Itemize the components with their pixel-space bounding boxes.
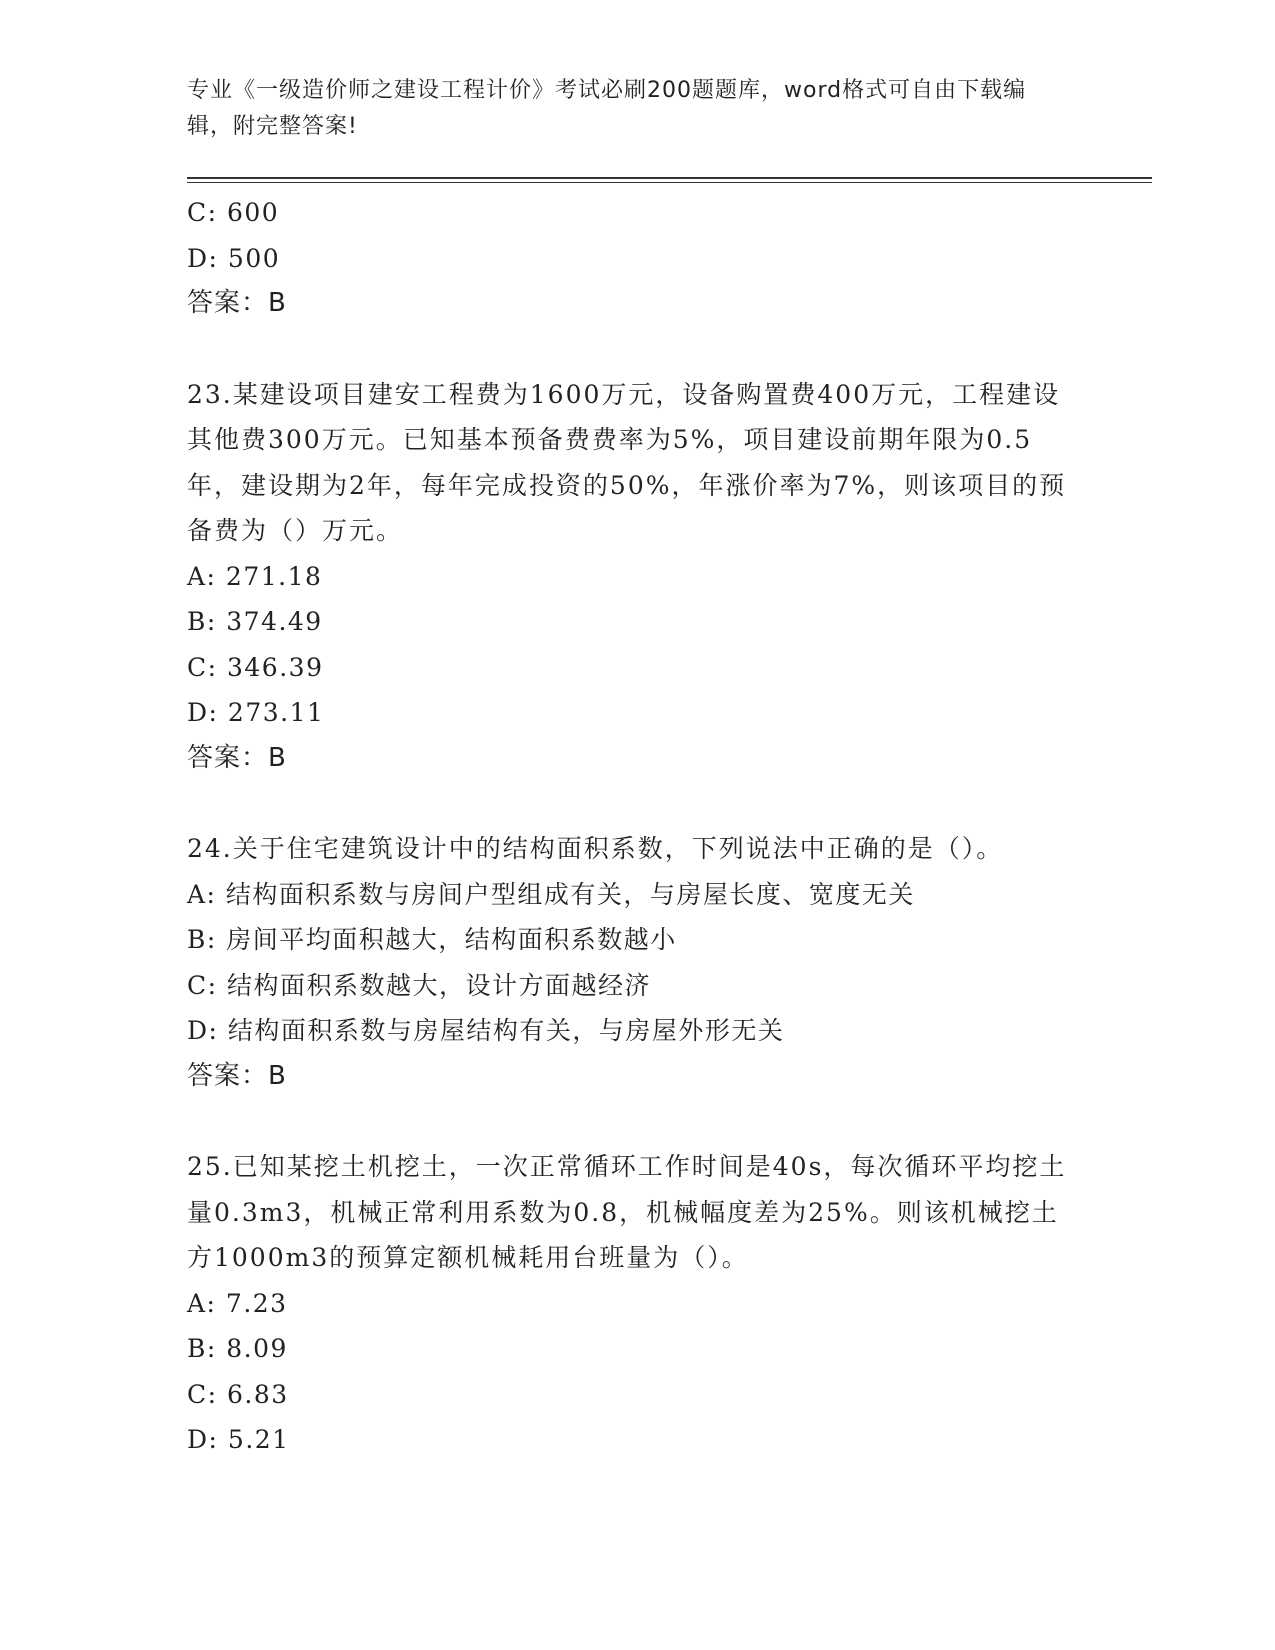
answer-line: 答案：B <box>187 742 287 773</box>
header-divider <box>187 177 1152 179</box>
option-b: B: 房间平均面积越大，结构面积系数越小 <box>187 925 677 954</box>
option-b: B: 8.09 <box>187 1334 288 1363</box>
question-22-tail <box>187 190 1067 327</box>
option-c: C: 结构面积系数越大，设计方面越经济 <box>187 970 651 1000</box>
option-a: A: 271.18 <box>187 561 323 591</box>
spacer <box>187 327 1067 372</box>
question-23 <box>187 372 1067 782</box>
option-d: D: 结构面积系数与房屋结构有关，与房屋外形无关 <box>187 1016 785 1045</box>
question-stem: 25.已知某挖土机挖土，一次正常循环工作时间是40s，每次循环平均挖土量0.3m3，机械正常利用系数为0.8，机械幅度差为25%。则该机械挖土方1000m3的预算定额机械耗用台班量为（）。 <box>187 1152 1067 1272</box>
question-content <box>187 190 1067 1463</box>
spacer <box>187 1099 1067 1144</box>
question-24 <box>187 826 1067 1099</box>
spacer <box>187 781 1067 826</box>
option-d: D: 5.21 <box>187 1425 290 1454</box>
option-b: B: 374.49 <box>187 607 323 636</box>
option-d: D: 273.11 <box>187 698 325 727</box>
option-a: A: 7.23 <box>187 1288 288 1318</box>
option-c: C: 600 <box>187 198 280 227</box>
question-25 <box>187 1144 1067 1463</box>
question-stem: 24.关于住宅建筑设计中的结构面积系数，下列说法中正确的是（）。 <box>187 834 1004 863</box>
answer-line: 答案：B <box>187 288 287 318</box>
answer-line: 答案：B <box>187 1060 287 1091</box>
question-stem: 23.某建设项目建安工程费为1600万元，设备购置费400万元，工程建设其他费300万元。已知基本预备费费率为5%，项目建设前期年限为0.5年，建设期为2年，每年完成投资的50%，年涨价率为7%，则该项目的预备费为（）万元。 <box>187 379 1067 545</box>
option-d: D: 500 <box>187 243 281 273</box>
option-c: C: 6.83 <box>187 1379 289 1409</box>
option-a: A: 结构面积系数与房间户型组成有关，与房屋长度、宽度无关 <box>187 879 915 909</box>
page-header: 专业《一级造价师之建设工程计价》考试必刷200题题库，word格式可自由下载编辑，附完整答案! <box>187 78 1027 139</box>
header-divider-thin <box>187 182 1152 183</box>
option-c: C: 346.39 <box>187 652 324 682</box>
